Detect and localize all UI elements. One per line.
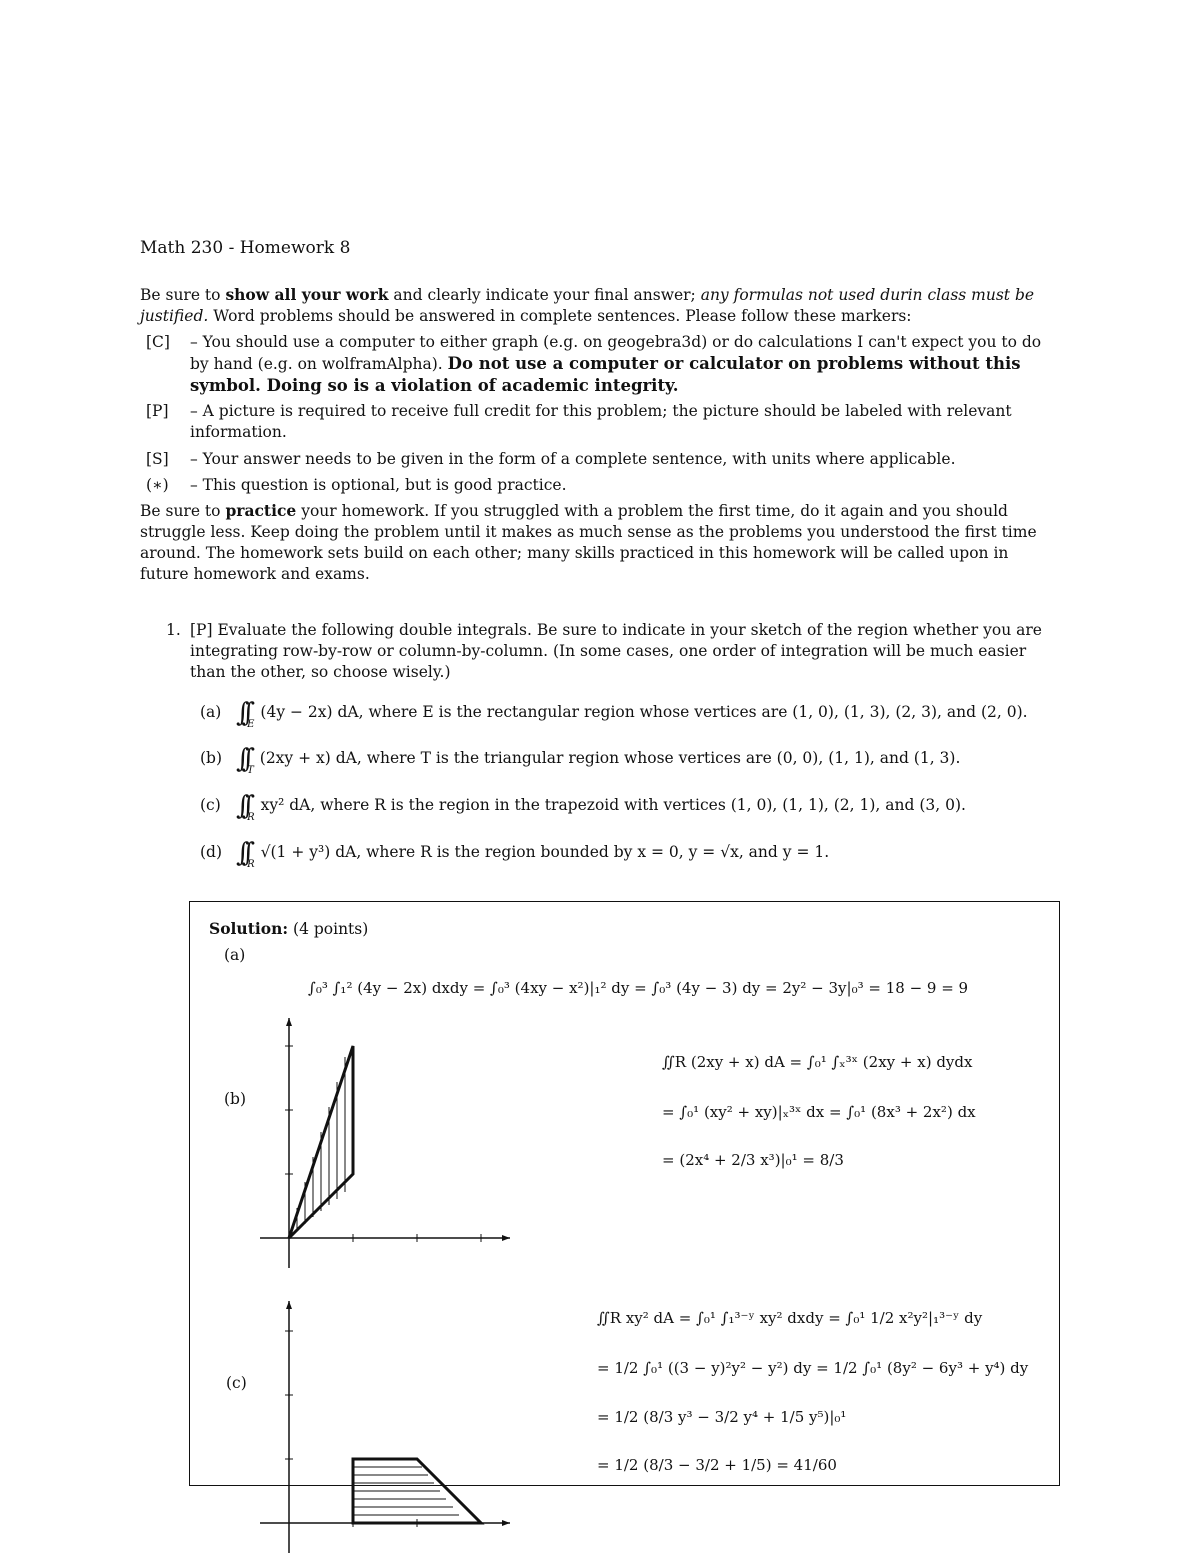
double-integral-icon: ∫∫ xyxy=(236,791,248,821)
solution-b-label: (b) xyxy=(224,1090,247,1108)
solution-c-equation-3: = 1/2 (8/3 y³ − 3/2 y⁴ + 1/5 y⁵)|₀¹ xyxy=(597,1408,847,1426)
instructions-paragraph xyxy=(140,284,1060,327)
part-label: (c) xyxy=(200,796,221,814)
y-axis-arrow-icon xyxy=(286,1018,292,1026)
region-subscript: E xyxy=(247,719,255,730)
integrand: xy² dA xyxy=(260,796,311,814)
part-description: , where R is the region in the trapezoid with vertices (1, 0), (1, 1), (2, 1), and (3, 0). xyxy=(310,796,966,814)
page-title: Math 230 - Homework 8 xyxy=(140,238,351,258)
region-c-graph xyxy=(250,1295,520,1553)
integrand: (4y − 2x) dA xyxy=(260,703,359,721)
region-subscript: T xyxy=(247,765,254,776)
marker-key: [C] xyxy=(146,333,170,351)
region-subscript: R xyxy=(247,859,255,870)
marker-key: (∗) xyxy=(146,476,169,494)
integrand: (2xy + x) dA xyxy=(259,749,357,767)
part-description: , where E is the rectangular region whose vertices are (1, 0), (1, 3), (2, 3), and (2, 0). xyxy=(358,703,1028,721)
question-part-d xyxy=(200,838,830,870)
solution-label: Solution: xyxy=(209,919,289,938)
integrand: √(1 + y³) dA xyxy=(260,843,357,861)
instructions-italic: any formulas not used durin class must be justified. xyxy=(140,286,1035,325)
practice-text-2: your homework. If you struggled with a problem the first time, do it again and you should struggle less. Keep doing the problem until it makes as much sense as the problems you understood the first time around. The homework sets build on each other; many skills practiced in this homework will be called upon in future homework and exams. xyxy=(140,502,1037,583)
practice-paragraph xyxy=(140,500,1060,585)
solution-c-equation-1: ∬R xy² dA = ∫₀¹ ∫₁³⁻ʸ xy² dxdy = ∫₀¹ 1/2 x²y²|₁³⁻ʸ dy xyxy=(597,1309,983,1327)
marker-text: – Your answer needs to be given in the form of a complete sentence, with units where applicable. xyxy=(190,450,956,468)
region-b-graph xyxy=(250,1010,520,1275)
marker-text: – This question is optional, but is good practice. xyxy=(190,476,567,494)
region-subscript: R xyxy=(247,812,255,823)
part-description: , where T is the triangular region whose vertices are (0, 0), (1, 1), and (1, 3). xyxy=(356,749,961,767)
y-axis-arrow-icon xyxy=(286,1301,292,1309)
region-c-hatching xyxy=(353,1467,459,1515)
question-part-c xyxy=(200,791,966,823)
marker-key: [P] xyxy=(146,402,169,420)
practice-text-1: Be sure to xyxy=(140,502,226,520)
marker-desc xyxy=(190,332,1060,397)
x-axis-arrow-icon xyxy=(502,1235,510,1241)
practice-bold: practice xyxy=(225,501,297,520)
instructions-text-2: and clearly indicate your final answer; xyxy=(388,286,701,304)
question-text: [P] Evaluate the following double integrals. Be sure to indicate in your sketch of the region whether you are integrating row-by-row or column-by-column. (In some cases, one order of integration will be much easier than the other, so choose wisely.) xyxy=(190,621,1042,681)
part-label: (d) xyxy=(200,843,223,861)
solution-heading xyxy=(209,918,368,940)
part-description: , where R is the region bounded by x = 0, y = √x, and y = 1. xyxy=(356,843,830,861)
solution-a-equation: ∫₀³ ∫₁² (4y − 2x) dxdy = ∫₀³ (4xy − x²)|₁² dy = ∫₀³ (4y − 3) dy = 2y² − 3y|₀³ = 18 − 9 = 9 xyxy=(308,979,969,997)
solution-b-equation-2: = ∫₀¹ (xy² + xy)|ₓ³ˣ dx = ∫₀¹ (8x³ + 2x²) dx xyxy=(662,1103,976,1121)
instructions-text-3: Word problems should be answered in complete sentences. Please follow these markers: xyxy=(208,307,912,325)
marker-warning: Do not use a computer or calculator on problems without this symbol. Doing so is a violation of academic integrity. xyxy=(190,354,1021,395)
question-part-a xyxy=(200,698,1028,730)
solution-points: (4 points) xyxy=(293,920,369,938)
question-number: 1. xyxy=(166,621,181,639)
marker-key: [S] xyxy=(146,450,169,468)
solution-c-label: (c) xyxy=(226,1374,247,1392)
double-integral-icon: ∫∫ xyxy=(236,838,248,868)
question-part-b xyxy=(200,744,961,776)
marker-text: – You should use a computer to either graph (e.g. on geogebra3d) or do calculations I can't expect you to do by hand (e.g. on wolframAlpha). xyxy=(190,333,1042,373)
solution-b-equation-3: = (2x⁴ + 2/3 x³)|₀¹ = 8/3 xyxy=(662,1151,844,1169)
part-label: (a) xyxy=(200,703,222,721)
x-axis-arrow-icon xyxy=(502,1520,510,1526)
double-integral-icon: ∫∫ xyxy=(236,698,248,728)
part-label: (b) xyxy=(200,749,223,767)
marker-text: – A picture is required to receive full credit for this problem; the picture should be labeled with relevant information. xyxy=(190,402,1012,441)
solution-a-label: (a) xyxy=(224,946,246,964)
solution-c-equation-4: = 1/2 (8/3 − 3/2 + 1/5) = 41/60 xyxy=(597,1456,837,1474)
instructions-bold: show all your work xyxy=(225,285,389,304)
instructions-text-1: Be sure to xyxy=(140,286,226,304)
double-integral-icon: ∫∫ xyxy=(236,744,248,774)
solution-b-equation-1: ∬R (2xy + x) dA = ∫₀¹ ∫ₓ³ˣ (2xy + x) dydx xyxy=(662,1053,973,1071)
solution-c-equation-2: = 1/2 ∫₀¹ ((3 − y)²y² − y²) dy = 1/2 ∫₀¹ (8y² − 6y³ + y⁴) dy xyxy=(597,1359,1029,1377)
